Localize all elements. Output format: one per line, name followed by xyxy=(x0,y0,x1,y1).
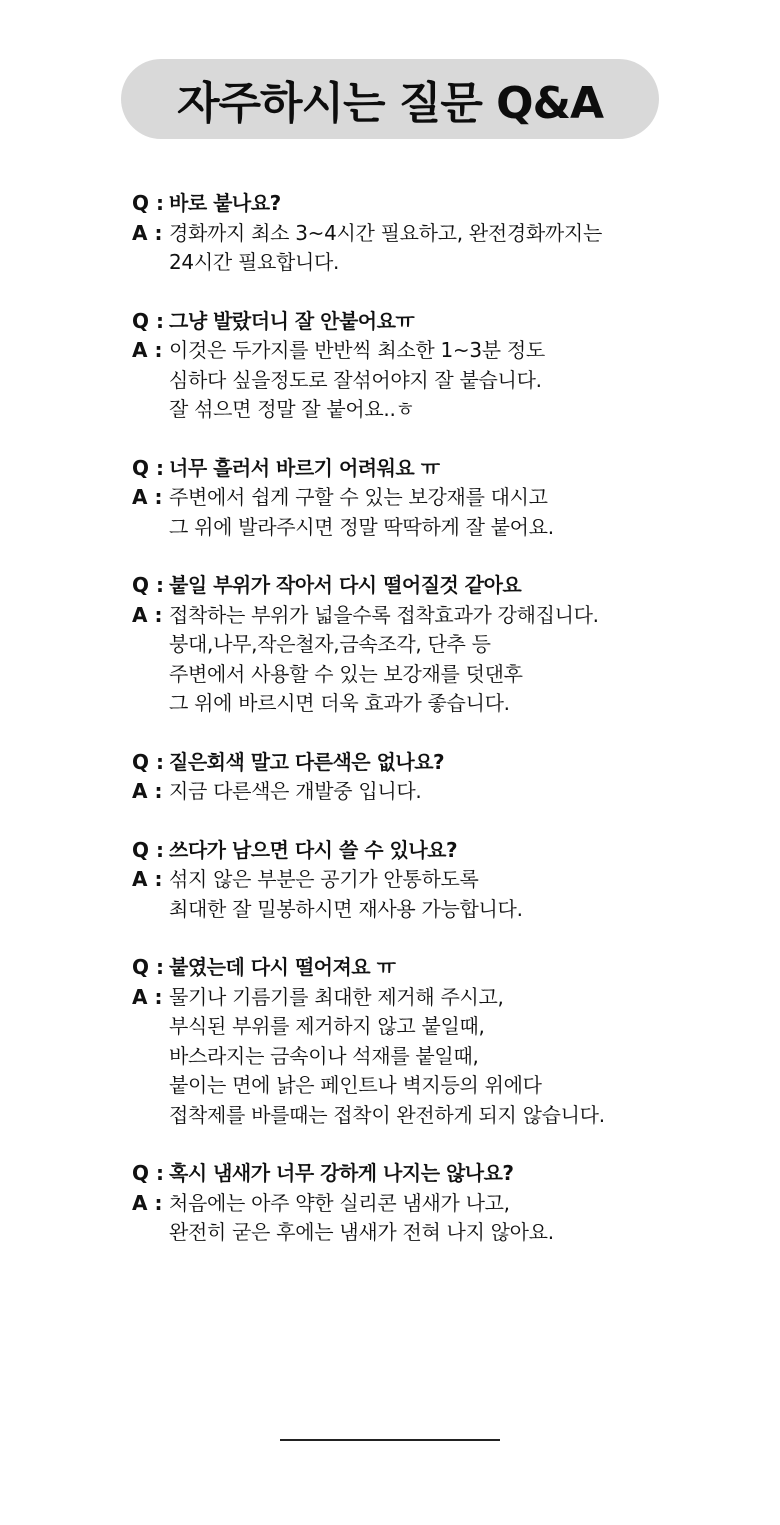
answer-line: 그 위에 바르시면 더욱 효과가 좋습니다. xyxy=(169,691,510,715)
question-prefix: Q : xyxy=(132,955,164,979)
answer-text xyxy=(169,983,605,1131)
answer-text xyxy=(169,601,599,719)
question-text: 붙였는데 다시 떨어져요 ㅠ xyxy=(169,955,396,979)
faq-list xyxy=(132,189,752,1277)
answer-line: 처음에는 아주 약한 실리콘 냄새가 나고, xyxy=(169,1190,510,1215)
answer-prefix: A : xyxy=(132,984,163,1009)
answer-text xyxy=(169,865,523,924)
question-row xyxy=(132,836,752,866)
faq-item xyxy=(132,748,752,807)
footer-divider xyxy=(280,1439,500,1441)
answer-row xyxy=(132,865,752,924)
answer-row xyxy=(132,601,752,719)
question-prefix: Q : xyxy=(132,455,164,480)
answer-line: 붕대,나무,작은철자,금속조각, 단추 등 xyxy=(169,632,491,656)
answer-line: 그 위에 발라주시면 정말 딱딱하게 잘 붙어요. xyxy=(169,514,554,539)
question-prefix: Q : xyxy=(132,837,164,862)
question-row xyxy=(132,454,752,484)
answer-prefix: A : xyxy=(132,220,163,245)
answer-row xyxy=(132,1189,752,1248)
answer-line: 경화까지 최소 3~4시간 필요하고, 완전경화까지는 xyxy=(169,220,602,245)
question-prefix: Q : xyxy=(132,1161,164,1185)
answer-text xyxy=(169,336,545,425)
answer-line: 물기나 기름기를 최대한 제거해 주시고, xyxy=(169,984,504,1009)
answer-line: 부식된 부위를 제거하지 않고 붙일때, xyxy=(169,1014,485,1038)
answer-text xyxy=(169,1189,554,1248)
faq-item xyxy=(132,189,752,278)
question-text: 쓰다가 남으면 다시 쓸 수 있나요? xyxy=(169,837,458,862)
answer-prefix: A : xyxy=(132,485,163,509)
answer-line: 최대한 잘 밀봉하시면 재사용 가능합니다. xyxy=(169,896,523,921)
answer-row xyxy=(132,983,752,1131)
faq-item xyxy=(132,307,752,425)
page-title: 자주하시는 질문 Q&A xyxy=(177,78,603,129)
question-text: 너무 흘러서 바르기 어려워요 ㅠ xyxy=(169,455,440,480)
question-prefix: Q : xyxy=(132,573,164,597)
question-row xyxy=(132,189,752,219)
title-banner xyxy=(121,59,659,139)
answer-row xyxy=(132,777,752,807)
answer-line: 섞지 않은 부분은 공기가 안통하도록 xyxy=(169,867,479,891)
faq-item xyxy=(132,454,752,543)
answer-line: 붙이는 면에 낡은 페인트나 벽지등의 위에다 xyxy=(169,1073,542,1097)
answer-line: 완전히 굳은 후에는 냄새가 전혀 나지 않아요. xyxy=(169,1220,554,1244)
answer-prefix: A : xyxy=(132,338,163,362)
answer-prefix: A : xyxy=(132,602,163,627)
answer-row xyxy=(132,219,752,278)
answer-text xyxy=(169,777,421,807)
faq-item xyxy=(132,836,752,925)
question-prefix: Q : xyxy=(132,191,164,215)
question-row xyxy=(132,571,752,601)
answer-row xyxy=(132,336,752,425)
question-row xyxy=(132,953,752,983)
answer-text xyxy=(169,483,554,542)
answer-line: 심하다 싶을정도로 잘섞어야지 잘 붙습니다. xyxy=(169,367,542,392)
answer-prefix: A : xyxy=(132,867,163,891)
question-text: 바로 붙나요? xyxy=(169,191,281,215)
question-text: 붙일 부위가 작아서 다시 떨어질것 같아요 xyxy=(169,573,522,597)
answer-prefix: A : xyxy=(132,1190,163,1215)
answer-line: 접착하는 부위가 넓을수록 접착효과가 강해집니다. xyxy=(169,602,599,627)
question-prefix: Q : xyxy=(132,749,164,774)
answer-line: 24시간 필요합니다. xyxy=(169,250,340,274)
answer-line: 지금 다른색은 개발중 입니다. xyxy=(169,779,422,803)
question-row xyxy=(132,1159,752,1189)
answer-line: 바스라지는 금속이나 석재를 붙일때, xyxy=(169,1043,479,1068)
question-text: 혹시 냄새가 너무 강하게 나지는 않나요? xyxy=(169,1161,514,1185)
answer-line: 주변에서 쉽게 구할 수 있는 보강재를 대시고 xyxy=(169,485,548,509)
question-row xyxy=(132,307,752,337)
question-row xyxy=(132,748,752,778)
question-text: 그냥 발랐더니 잘 안붙어요ㅠ xyxy=(169,308,415,333)
answer-prefix: A : xyxy=(132,779,163,803)
answer-line: 잘 섞으면 정말 잘 붙어요..ㅎ xyxy=(169,397,415,421)
faq-item xyxy=(132,953,752,1130)
faq-item xyxy=(132,571,752,719)
answer-line: 이것은 두가지를 반반씩 최소한 1~3분 정도 xyxy=(169,338,545,362)
faq-item xyxy=(132,1159,752,1248)
question-text: 짙은회색 말고 다른색은 없나요? xyxy=(169,749,445,774)
answer-row xyxy=(132,483,752,542)
answer-text xyxy=(169,219,602,278)
answer-line: 접착제를 바를때는 접착이 완전하게 되지 않습니다. xyxy=(169,1102,605,1127)
answer-line: 주변에서 사용할 수 있는 보강재를 덧댄후 xyxy=(169,661,523,686)
question-prefix: Q : xyxy=(132,308,164,333)
